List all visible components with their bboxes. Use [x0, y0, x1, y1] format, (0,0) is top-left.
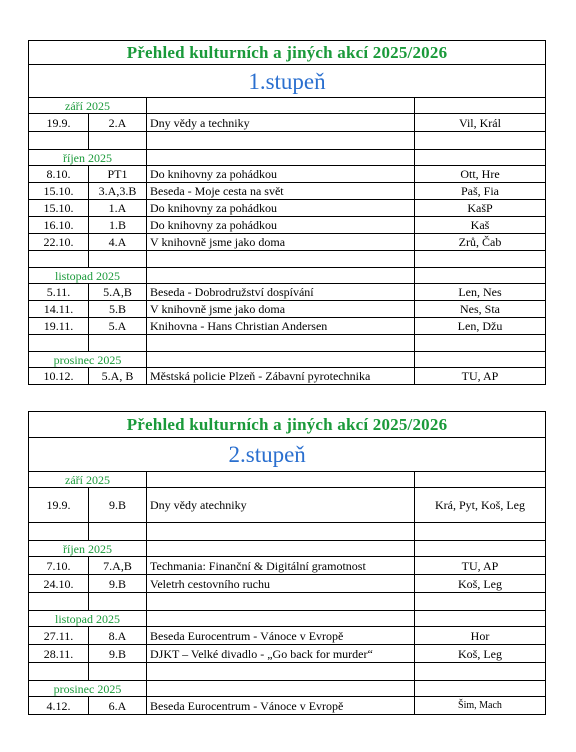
event-cell: Do knihovny za pohádkou: [147, 200, 415, 217]
date-cell: 19.9.: [29, 114, 89, 132]
table-row: [29, 697, 546, 715]
class-cell: 5.A, B: [89, 368, 147, 385]
month-label: prosinec 2025: [29, 681, 147, 697]
teachers-cell: Vil, Král: [415, 114, 546, 132]
table-row: [29, 183, 546, 200]
title-row: [29, 41, 546, 65]
date-cell: 16.10.: [29, 217, 89, 234]
teachers-cell: Krá, Pyt, Koš, Leg: [415, 488, 546, 523]
stage-row: [29, 65, 546, 98]
table-row: [29, 318, 546, 335]
class-cell: 2.A: [89, 114, 147, 132]
class-cell: 6.A: [89, 697, 147, 715]
event-cell: V knihovně jsme jako doma: [147, 234, 415, 251]
table-row: [29, 488, 546, 523]
table-title: Přehled kulturních a jiných akcí 2025/2026: [29, 41, 546, 65]
date-cell: 5.11.: [29, 284, 89, 301]
class-cell: 8.A: [89, 627, 147, 645]
month-row: [29, 352, 546, 368]
month-label: listopad 2025: [29, 611, 147, 627]
event-cell: Městská policie Plzeň - Zábavní pyrotechnika: [147, 368, 415, 385]
date-cell: 24.10.: [29, 575, 89, 593]
date-cell: 19.9.: [29, 488, 89, 523]
schedule-table-stage-2: [28, 411, 546, 715]
table-row: [29, 301, 546, 318]
teachers-cell: Len, Džu: [415, 318, 546, 335]
class-cell: 5.B: [89, 301, 147, 318]
table-row: [29, 217, 546, 234]
month-label: září 2025: [29, 98, 147, 114]
date-cell: 7.10.: [29, 557, 89, 575]
table-row: [29, 200, 546, 217]
class-cell: 1.B: [89, 217, 147, 234]
month-label: listopad 2025: [29, 268, 147, 284]
event-cell: Beseda Eurocentrum - Vánoce v Evropě: [147, 697, 415, 715]
teachers-cell: TU, AP: [415, 557, 546, 575]
class-cell: 9.B: [89, 488, 147, 523]
date-cell: 15.10.: [29, 200, 89, 217]
spacer-row: [29, 663, 546, 681]
table-row: [29, 645, 546, 663]
class-cell: 5.A,B: [89, 284, 147, 301]
date-cell: 4.12.: [29, 697, 89, 715]
teachers-cell: Koš, Leg: [415, 575, 546, 593]
teachers-cell: Ott, Hre: [415, 166, 546, 183]
table-row: [29, 627, 546, 645]
stage-row: [29, 438, 546, 472]
teachers-cell: Len, Nes: [415, 284, 546, 301]
event-cell: V knihovně jsme jako doma: [147, 301, 415, 318]
event-cell: Beseda Eurocentrum - Vánoce v Evropě: [147, 627, 415, 645]
teachers-cell: KašP: [415, 200, 546, 217]
date-cell: 28.11.: [29, 645, 89, 663]
teachers-cell: Paš, Fia: [415, 183, 546, 200]
teachers-cell: Hor: [415, 627, 546, 645]
month-label: září 2025: [29, 472, 147, 488]
class-cell: PT1: [89, 166, 147, 183]
event-cell: Beseda - Dobrodružství dospívání: [147, 284, 415, 301]
stage-heading: 2.stupeň: [147, 438, 415, 472]
teachers-cell: TU, AP: [415, 368, 546, 385]
month-label: prosinec 2025: [29, 352, 147, 368]
class-cell: 5.A: [89, 318, 147, 335]
spacer-row: [29, 335, 546, 352]
table-row: [29, 557, 546, 575]
event-cell: Beseda - Moje cesta na svět: [147, 183, 415, 200]
event-cell: Veletrh cestovního ruchu: [147, 575, 415, 593]
date-cell: 14.11.: [29, 301, 89, 318]
table-row: [29, 284, 546, 301]
month-row: [29, 541, 546, 557]
teachers-cell: Kaš: [415, 217, 546, 234]
class-cell: 9.B: [89, 645, 147, 663]
month-label: říjen 2025: [29, 541, 147, 557]
date-cell: 15.10.: [29, 183, 89, 200]
stage-heading: 1.stupeň: [29, 65, 546, 98]
class-cell: 7.A,B: [89, 557, 147, 575]
table-row: [29, 114, 546, 132]
table-row: [29, 575, 546, 593]
spacer-row: [29, 523, 546, 541]
teachers-cell: Šim, Mach: [415, 697, 546, 715]
date-cell: 10.12.: [29, 368, 89, 385]
event-cell: Dny vědy a techniky: [147, 114, 415, 132]
month-row: [29, 611, 546, 627]
spacer-row: [29, 132, 546, 150]
month-row: [29, 681, 546, 697]
title-row: [29, 412, 546, 438]
event-cell: Do knihovny za pohádkou: [147, 217, 415, 234]
month-row: [29, 98, 546, 114]
table-row: [29, 166, 546, 183]
date-cell: 22.10.: [29, 234, 89, 251]
event-cell: Do knihovny za pohádkou: [147, 166, 415, 183]
teachers-cell: Nes, Sta: [415, 301, 546, 318]
schedule-table-stage-1: [28, 40, 546, 385]
month-row: [29, 268, 546, 284]
date-cell: 19.11.: [29, 318, 89, 335]
month-row: [29, 150, 546, 166]
class-cell: 1.A: [89, 200, 147, 217]
event-cell: Knihovna - Hans Christian Andersen: [147, 318, 415, 335]
teachers-cell: Koš, Leg: [415, 645, 546, 663]
date-cell: 8.10.: [29, 166, 89, 183]
table-row: [29, 368, 546, 385]
date-cell: 27.11.: [29, 627, 89, 645]
teachers-cell: Zrů, Čab: [415, 234, 546, 251]
class-cell: 9.B: [89, 575, 147, 593]
spacer-row: [29, 251, 546, 268]
event-cell: DJKT – Velké divadlo - „Go back for murder“: [147, 645, 415, 663]
table-row: [29, 234, 546, 251]
table-title: Přehled kulturních a jiných akcí 2025/2026: [29, 412, 546, 438]
event-cell: Techmania: Finanční & Digitální gramotnost: [147, 557, 415, 575]
class-cell: 4.A: [89, 234, 147, 251]
month-row: [29, 472, 546, 488]
class-cell: 3.A,3.B: [89, 183, 147, 200]
spacer-row: [29, 593, 546, 611]
event-cell: Dny vědy atechniky: [147, 488, 415, 523]
month-label: říjen 2025: [29, 150, 147, 166]
